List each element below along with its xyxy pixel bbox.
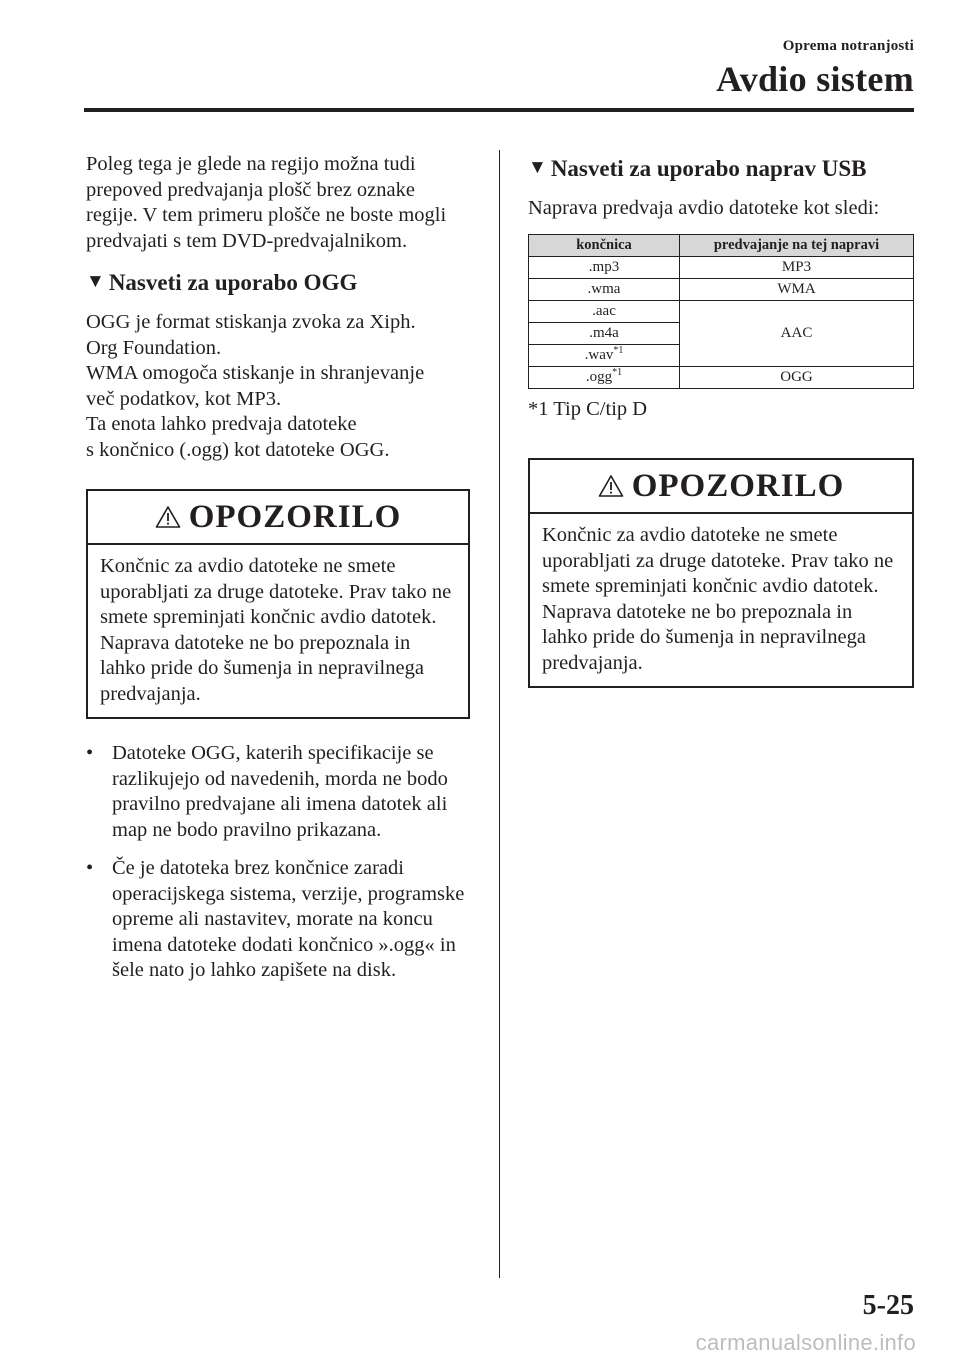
footnote-marker: *1 — [612, 367, 623, 378]
ogg-line: Org Foundation. — [86, 336, 222, 359]
column-divider — [499, 150, 500, 1278]
section-name: Oprema notranjosti — [782, 38, 914, 54]
intro-paragraph: Poleg tega je glede na regijo možna tudi prepoved predvajanja plošč brez oznake regije. V tem primeru plošče ne boste mogli predvajati s tem DVD-predvajalnikom. — [86, 153, 447, 252]
table-row — [529, 300, 914, 322]
page-title: Avdio sistem — [716, 59, 914, 99]
warning-header — [530, 460, 912, 514]
warning-triangle-icon — [598, 474, 624, 498]
ogg-line: OGG je format stiskanja zvoka za Xiph. — [86, 311, 416, 333]
table-cell: AAC — [680, 300, 914, 366]
table-cell: .aac — [529, 300, 680, 322]
ogg-line: več podatkov, kot MP3. — [86, 387, 282, 410]
warning-triangle-icon — [155, 505, 181, 529]
list-item-text: Datoteke OGG, katerih specifikacije se razlikujejo od navedenih, morda ne bodo pravilno predvajane ali imena datotek ali map ne bodo pravilno prikazana. — [112, 742, 448, 841]
left-column — [86, 152, 470, 997]
bullet-list — [86, 741, 470, 984]
page-number: 5-25 — [862, 1290, 914, 1321]
footnote-marker: *1 — [613, 345, 624, 356]
list-item — [86, 741, 470, 843]
list-item-text: Če je datoteka brez končnice zaradi operacijskega sistema, verzije, programske opreme ali nastavitev, morate na koncu imena datoteke dodati končnico ».ogg« in šele nato jo lahko zapišete na disk. — [112, 857, 465, 981]
ogg-line: WMA omogoča stiskanje in shranjevanje — [86, 362, 425, 384]
running-header — [783, 38, 914, 55]
warning-body: Končnic za avdio datoteke ne smete uporabljati za druge datoteke. Prav tako ne smete spreminjati končnic avdio datotek. Naprava datoteke ne bo prepoznala in lahko pride do šumenja in nepravilnega predvajanja. — [542, 524, 894, 674]
usb-intro: Naprava predvaja avdio datoteke kot sledi: — [528, 197, 880, 219]
warning-body: Končnic za avdio datoteke ne smete uporabljati za druge datoteke. Prav tako ne smete spreminjati končnic avdio datotek. Naprava datoteke ne bo prepoznala in lahko pride do šumenja in nepravilnega predvajanja. — [100, 555, 452, 705]
table-row — [529, 366, 914, 388]
ogg-heading-text: Nasveti za uporabo OGG — [108, 270, 358, 295]
table-row — [529, 256, 914, 278]
triangle-down-icon: ▼ — [528, 157, 547, 178]
right-column — [528, 152, 916, 688]
bullet-icon: • — [86, 742, 94, 764]
usb-heading-text: Nasveti za uporabo naprav USB — [550, 156, 867, 181]
warning-title: OPOZORILO — [188, 498, 402, 535]
column-header-playback: predvajanje na tej napravi — [680, 234, 914, 256]
list-item — [86, 856, 470, 984]
table-cell: OGG — [680, 366, 914, 388]
ogg-line: Ta enota lahko predvaja datoteke — [86, 413, 357, 435]
warning-box — [86, 489, 470, 719]
table-cell: .mp3 — [529, 256, 680, 278]
table-cell: .wma — [529, 278, 680, 300]
ogg-heading — [86, 270, 470, 296]
ogg-line: s končnico (.ogg) kot datoteke OGG. — [86, 438, 390, 461]
table-cell: .m4a — [529, 322, 680, 344]
table-cell: WMA — [680, 278, 914, 300]
column-header-extension: končnica — [529, 234, 680, 256]
watermark[interactable]: carmanualsonline.info — [695, 1330, 916, 1355]
table-footnote: *1 Tip C/tip D — [528, 397, 648, 420]
table-header-row — [529, 234, 914, 256]
warning-header — [88, 491, 468, 545]
table-cell: .wav$^{*1}$ — [529, 344, 680, 366]
table-row — [529, 278, 914, 300]
warning-title: OPOZORILO — [631, 467, 845, 504]
bullet-icon: • — [86, 857, 94, 879]
triangle-down-icon: ▼ — [86, 271, 105, 292]
table-cell: .ogg$^{*1}$ — [529, 366, 680, 388]
ogg-paragraph — [86, 310, 470, 463]
usb-heading — [528, 156, 916, 182]
header-rule — [84, 108, 914, 112]
warning-box — [528, 458, 914, 688]
format-table — [528, 234, 914, 389]
table-cell: MP3 — [680, 256, 914, 278]
